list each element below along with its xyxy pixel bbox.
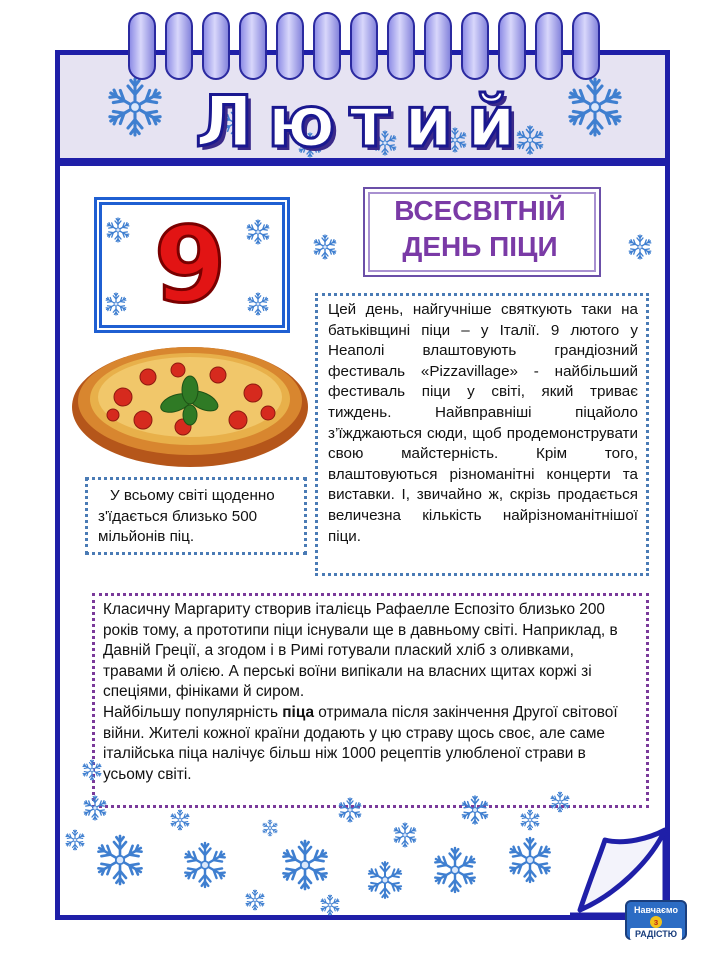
snowflake-icon xyxy=(96,836,144,884)
history-highlight: піца xyxy=(282,703,315,721)
snowflake-icon xyxy=(393,823,417,847)
snowflake-icon xyxy=(247,293,269,315)
snowflake-icon xyxy=(338,798,362,822)
pizza-image xyxy=(68,335,313,470)
snowflake-icon xyxy=(245,890,265,910)
spiral-ring xyxy=(424,12,452,80)
logo-badge: з xyxy=(650,916,662,928)
side-snowflake xyxy=(300,225,350,270)
snowflake-icon xyxy=(461,796,489,824)
spiral-ring xyxy=(128,12,156,80)
snowflake-icon xyxy=(262,820,278,836)
spiral-ring xyxy=(313,12,341,80)
history-text-part2-end: отримала після закінчення Другої світової війни. Жителі кожної країни додають у цю страву щось своє, але саме італійська піца налічує більш ніж 1000 рецептів улюбленої страви в усьому світі. xyxy=(103,703,618,783)
snowflake-icon xyxy=(520,810,540,830)
month-title: Лютий xyxy=(195,81,530,163)
spiral-ring xyxy=(535,12,563,80)
main-description: Цей день, найгучніше святкують таки на батьківщині піци – у Італії. 9 лютого у Неаполі влаштовують грандіозний фестиваль «Pizzavillage» - найбільший фестиваль піци у світі, який триває тиждень. Найвправніші піцайоло з’їжджаються сюди, щоб продемонструвати свою майстерність. Крім того, влаштовуються різноманітні концерти та виставки. І, звичайно ж, скрізь продається величезна кількість найрізноманітнішої піци. xyxy=(315,293,649,576)
snowflake-icon xyxy=(550,792,570,812)
logo-line1: Навчаємо xyxy=(634,905,678,915)
history-text-part1: Класичну Маргариту створив італієць Рафаелле Еспозіто близько 200 років тому, а прототипи піци існували ще в давньому світі. Наприклад, в Давній Греції, а згодом і в Римі готували плаский хліб з оливками, травами й олією. А перські воїни випікали на власних щитах коржі зі спеціями, фініками й сиром. xyxy=(103,601,618,701)
side-snowflake xyxy=(615,225,665,270)
snowflake-icon xyxy=(83,796,107,820)
snowflake-icon xyxy=(246,220,270,244)
snowflake-icon xyxy=(320,895,340,915)
history-text-part2-start: Найбільшу популярність xyxy=(103,703,283,721)
spiral-ring xyxy=(165,12,193,80)
event-title-line1: ВСЕСВІТНІЙ xyxy=(394,195,566,226)
spiral-ring xyxy=(202,12,230,80)
event-title xyxy=(363,193,597,265)
snowflake-icon xyxy=(367,862,403,898)
snowflake-icon xyxy=(106,218,130,242)
snowflake-icon xyxy=(65,830,85,850)
snowflake-icon xyxy=(170,810,190,830)
spiral-ring xyxy=(498,12,526,80)
snowflake-icon xyxy=(433,848,477,892)
spiral-ring xyxy=(461,12,489,80)
logo-line3: РАДІСТЮ xyxy=(630,928,682,940)
snowflake-icon xyxy=(281,841,329,889)
snowflake-icon xyxy=(313,235,337,259)
spiral-ring xyxy=(572,12,600,80)
spiral-ring xyxy=(350,12,378,80)
snowflake-icon xyxy=(105,293,127,315)
fact-text: У всьому світі щоденно з'їдається близько 500 мільйонів піц. xyxy=(98,487,275,546)
snowflake-icon xyxy=(82,760,102,780)
snowflake-icon xyxy=(628,235,652,259)
spiral-ring xyxy=(387,12,415,80)
day-number: 9 xyxy=(153,204,227,326)
fact-box xyxy=(85,477,307,555)
brand-logo xyxy=(625,900,687,940)
spiral-ring xyxy=(276,12,304,80)
snowflake-icon xyxy=(183,843,227,887)
snowflake-icon xyxy=(508,838,552,882)
event-title-line2: ДЕНЬ ПІЦИ xyxy=(402,231,558,262)
spiral-ring xyxy=(239,12,267,80)
